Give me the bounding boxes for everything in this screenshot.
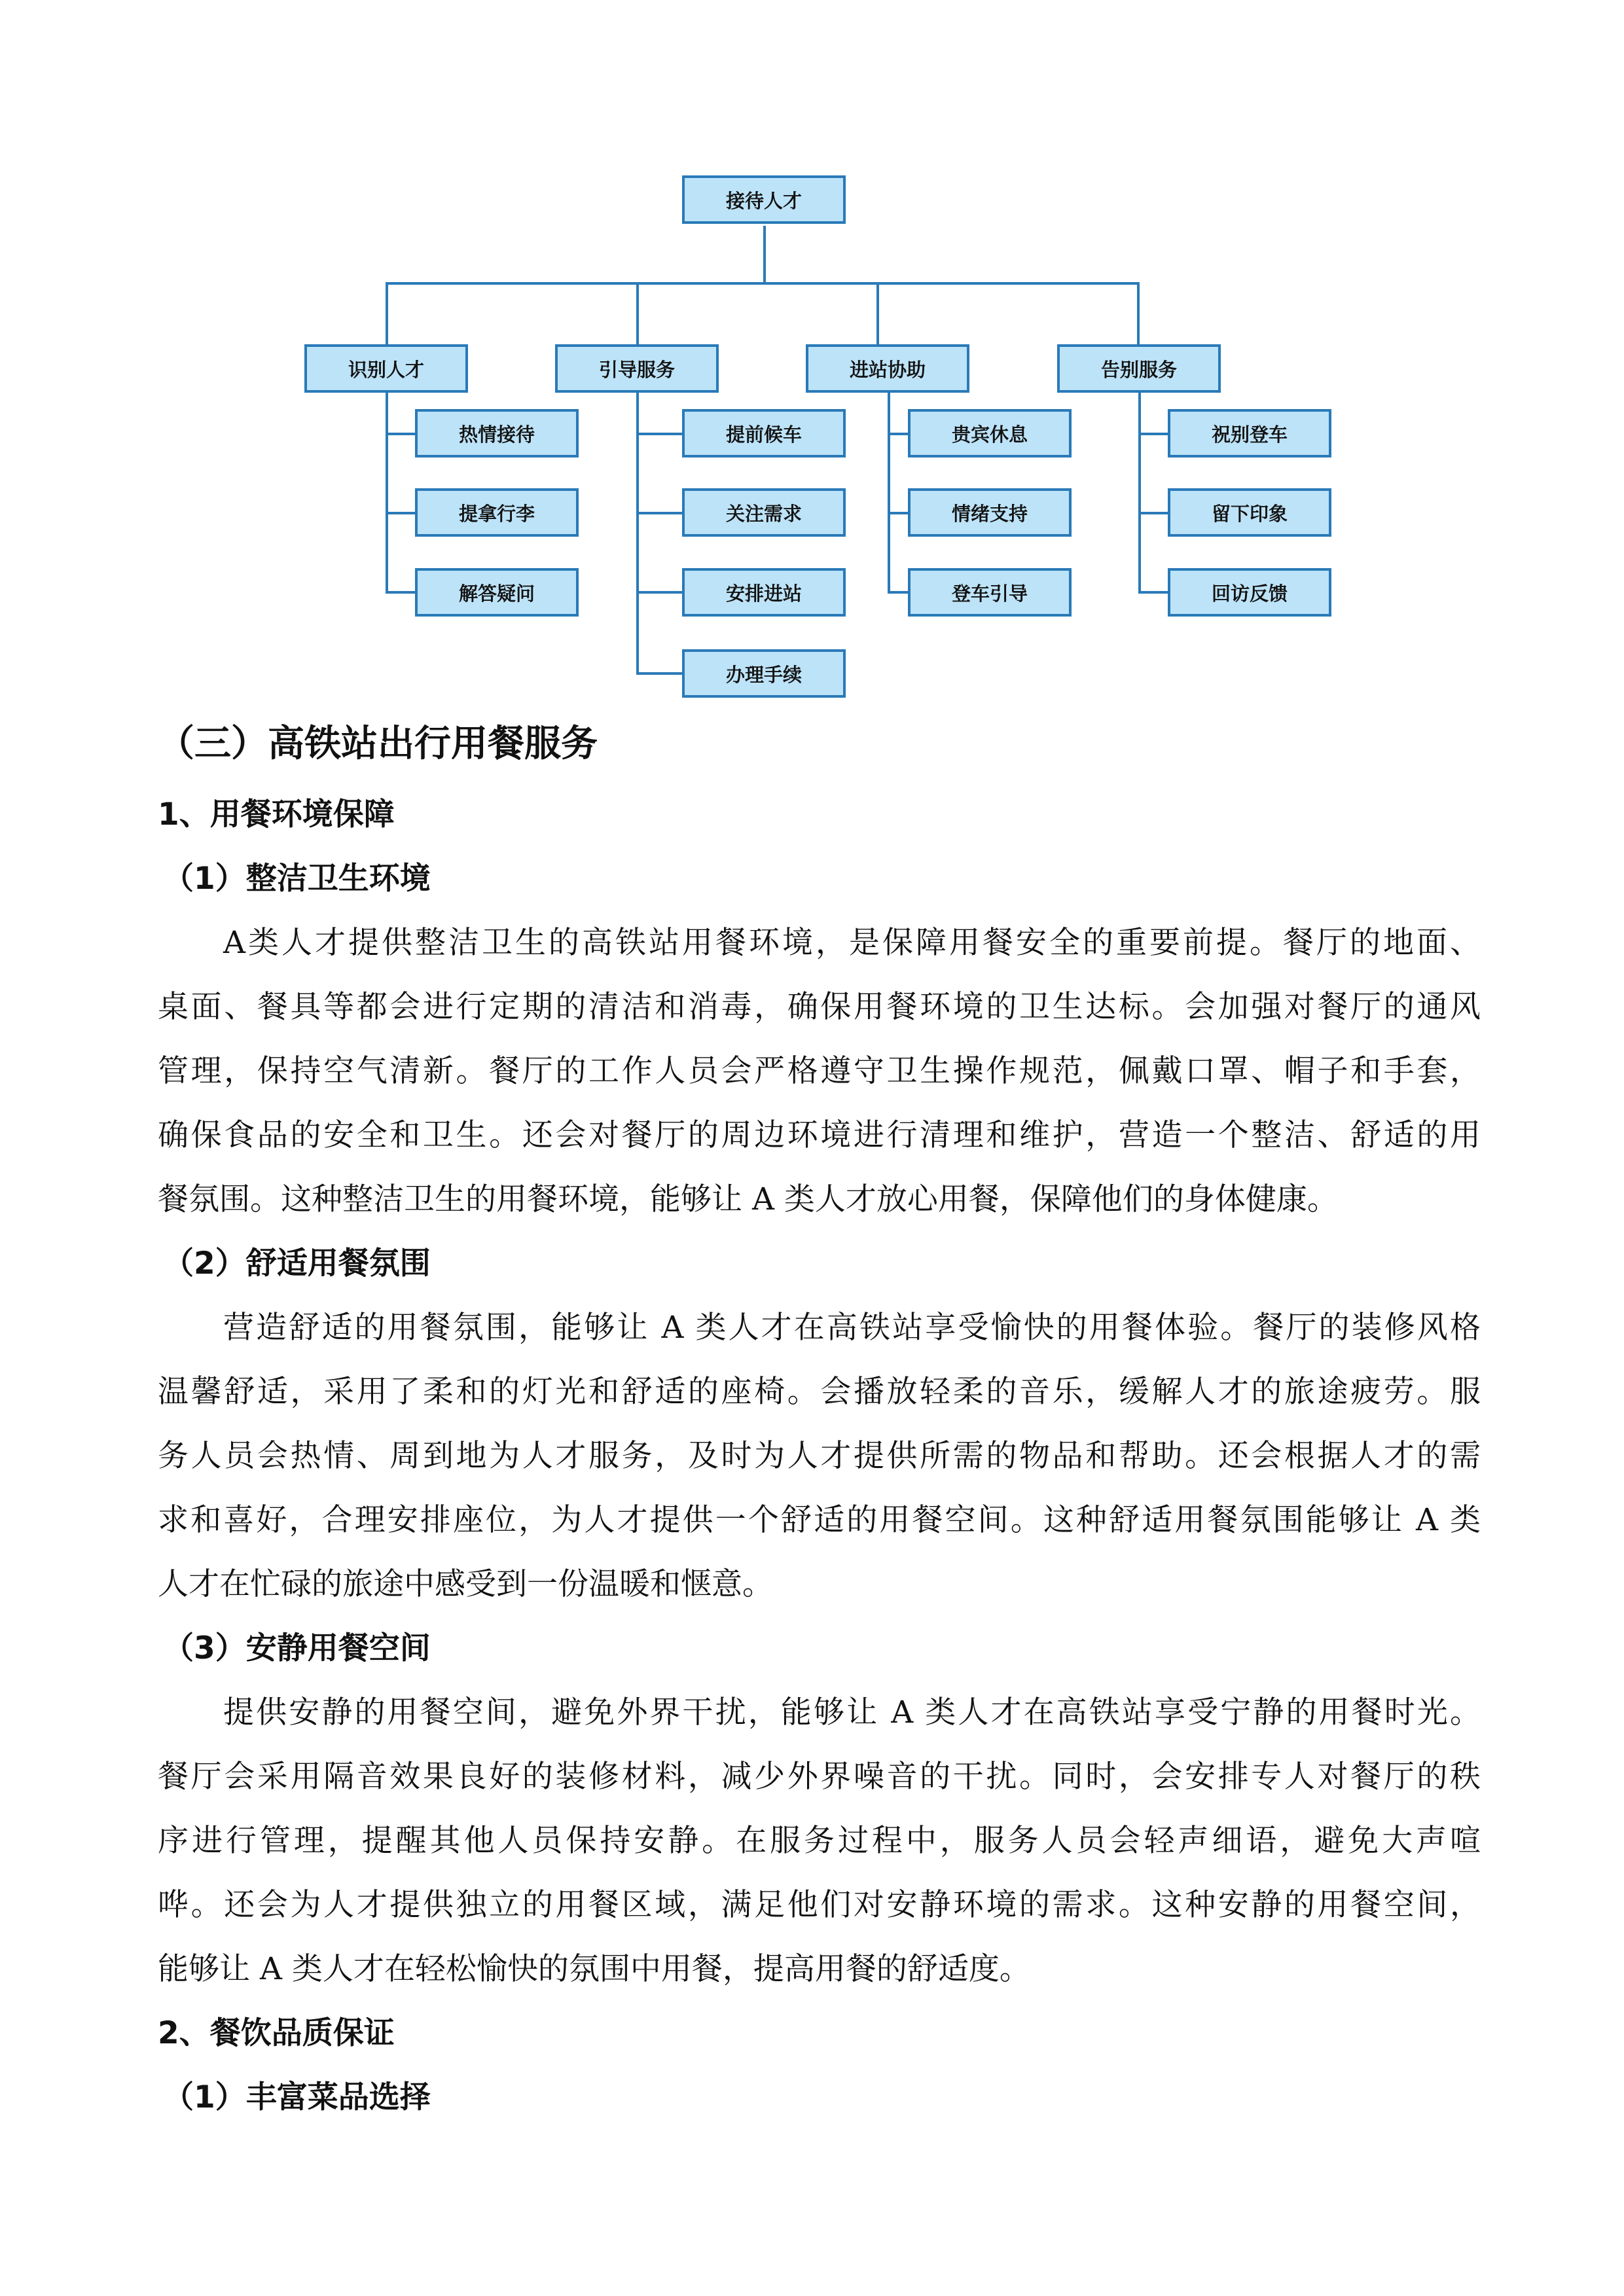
connector [636, 591, 683, 594]
node-child: 安排进站 [682, 568, 846, 617]
connector [1137, 282, 1140, 344]
paragraph-line: 序进行管理，提醒其他人员保持安静。在服务过程中，服务人员会轻声细语，避免大声喧 [158, 1823, 1481, 1859]
node-child: 提拿行李 [415, 488, 579, 537]
connector [636, 433, 683, 435]
node-child: 热情接待 [415, 409, 579, 457]
node-child: 回访反馈 [1168, 568, 1331, 617]
paragraph-line: A类人才提供整洁卫生的高铁站用餐环境，是保障用餐安全的重要前提。餐厅的地面、 [223, 925, 1481, 961]
node-child: 留下印象 [1168, 488, 1331, 537]
node-child: 登车引导 [908, 568, 1072, 617]
subheading: （1）丰富菜品选择 [163, 2079, 431, 2115]
node-child: 办理手续 [682, 649, 846, 698]
node-group: 引导服务 [555, 344, 719, 393]
heading-1: 1、用餐环境保障 [158, 797, 395, 833]
node-group: 识别人才 [304, 344, 468, 393]
connector [888, 393, 890, 594]
paragraph-line: 务人员会热情、周到地为人才服务，及时为人才提供所需的物品和帮助。还会根据人才的需 [158, 1438, 1481, 1474]
paragraph-line: 温馨舒适，采用了柔和的灯光和舒适的座椅。会播放轻柔的音乐，缓解人才的旅途疲劳。服 [158, 1374, 1481, 1410]
node-child: 解答疑问 [415, 568, 579, 617]
heading-2: 2、餐饮品质保证 [158, 2015, 395, 2051]
paragraph-line: 哗。还会为人才提供独立的用餐区域，满足他们对安静环境的需求。这种安静的用餐空间， [158, 1887, 1481, 1923]
paragraph-line: 管理，保持空气清新。餐厅的工作人员会严格遵守卫生操作规范，佩戴口罩、帽子和手套， [158, 1053, 1481, 1089]
node-child: 关注需求 [682, 488, 846, 537]
subheading: （1）整洁卫生环境 [163, 861, 431, 897]
node-group: 告别服务 [1057, 344, 1221, 393]
node-child: 贵宾休息 [908, 409, 1072, 457]
node-child: 祝别登车 [1168, 409, 1331, 457]
connector [636, 282, 639, 344]
connector [1138, 393, 1141, 594]
connector [386, 282, 1140, 285]
paragraph-line: 求和喜好，合理安排座位，为人才提供一个舒适的用餐空间。这种舒适用餐氛围能够让 A 类 [158, 1502, 1481, 1538]
paragraph-line: 提供安静的用餐空间，避免外界干扰，能够让 A 类人才在高铁站享受宁静的用餐时光。 [223, 1695, 1481, 1731]
node-child: 提前候车 [682, 409, 846, 457]
connector [1138, 433, 1168, 435]
document-body [158, 712, 1481, 2130]
subheading: （2）舒适用餐氛围 [163, 1246, 431, 1282]
connector [636, 512, 683, 514]
connector [888, 512, 909, 514]
subheading: （3）安静用餐空间 [163, 1630, 431, 1666]
connector [386, 512, 416, 514]
connector [763, 226, 766, 285]
connector [386, 433, 416, 435]
paragraph-line: 确保食品的安全和卫生。还会对餐厅的周边环境进行清理和维护，营造一个整洁、舒适的用 [158, 1117, 1481, 1153]
node-child: 情绪支持 [908, 488, 1072, 537]
node-root: 接待人才 [682, 175, 846, 224]
paragraph-line: 人才在忙碌的旅途中感受到一份温暖和惬意。 [158, 1566, 773, 1602]
node-group: 进站协助 [806, 344, 969, 393]
paragraph-line: 餐氛围。这种整洁卫生的用餐环境，能够让 A 类人才放心用餐，保障他们的身体健康。 [158, 1181, 1338, 1217]
connector [888, 591, 909, 594]
section-title: （三）高铁站出行用餐服务 [158, 723, 598, 765]
paragraph-line: 能够让 A 类人才在轻松愉快的氛围中用餐，提高用餐的舒适度。 [158, 1951, 1030, 1987]
connector [1138, 591, 1168, 594]
paragraph-line: 桌面、餐具等都会进行定期的清洁和消毒，确保用餐环境的卫生达标。会加强对餐厅的通风 [158, 989, 1481, 1025]
connector [386, 393, 388, 594]
connector [876, 282, 879, 344]
connector [386, 591, 416, 594]
connector [1138, 512, 1168, 514]
paragraph-line: 营造舒适的用餐氛围，能够让 A 类人才在高铁站享受愉快的用餐体验。餐厅的装修风格 [223, 1310, 1481, 1346]
paragraph-line: 餐厅会采用隔音效果良好的装修材料，减少外界噪音的干扰。同时，会安排专人对餐厅的秩 [158, 1759, 1481, 1795]
connector [386, 282, 388, 344]
connector [888, 433, 909, 435]
connector [636, 672, 683, 675]
